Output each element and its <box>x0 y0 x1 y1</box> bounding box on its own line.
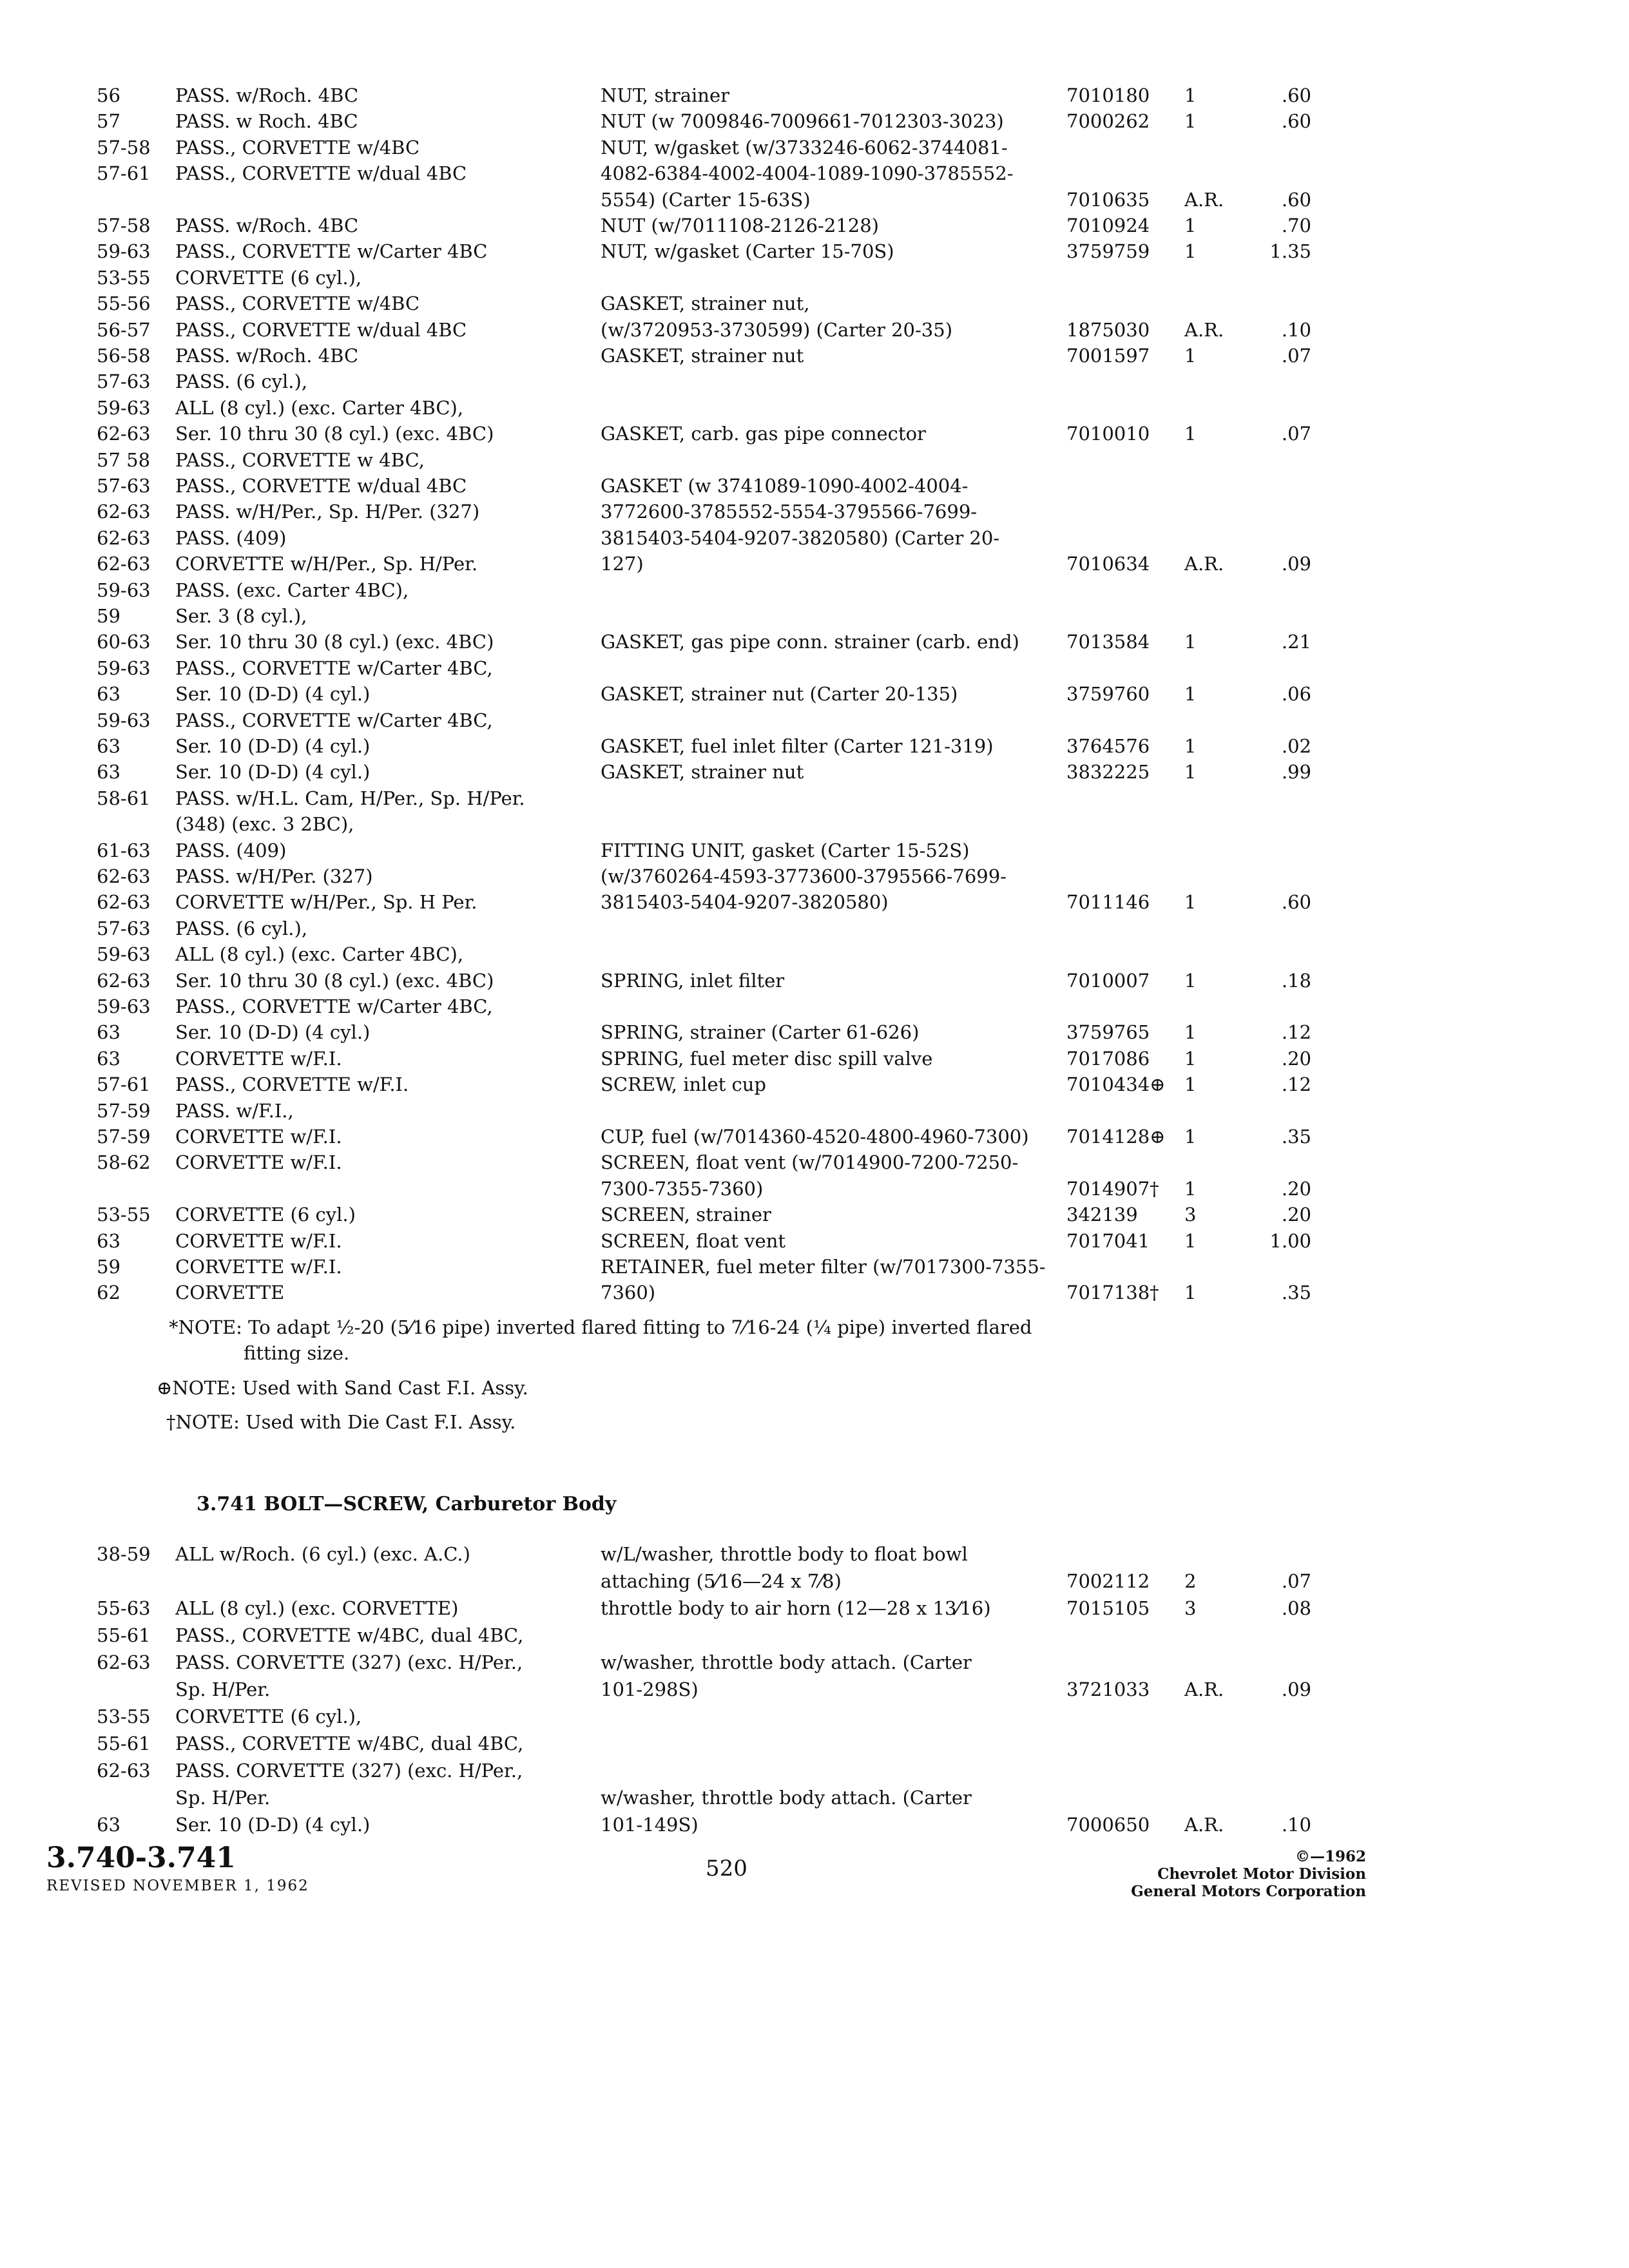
price-cell: .10 <box>1281 318 1311 341</box>
model-cell: PASS. (6 cyl.), <box>175 370 308 393</box>
table-row <box>0 916 1629 941</box>
description-cell: w/washer, throttle body attach. (Carter <box>601 1787 972 1809</box>
part-number-cell: 7010434⊕ <box>1066 1073 1166 1096</box>
model-cell: CORVETTE w/H/Per., Sp. H Per. <box>175 891 477 914</box>
table-row <box>0 1228 1629 1254</box>
model-cell: PASS., CORVETTE w/Carter 4BC, <box>175 995 493 1017</box>
table-row <box>0 473 1629 499</box>
model-cell: ALL (8 cyl.) (exc. CORVETTE) <box>175 1597 459 1619</box>
model-cell: PASS., CORVETTE w/Carter 4BC, <box>175 709 493 731</box>
quantity-cell: 1 <box>1184 891 1197 914</box>
table-row <box>0 525 1629 551</box>
year-cell: 63 <box>97 735 120 757</box>
model-cell: Ser. 10 (D-D) (4 cyl.) <box>175 1814 371 1836</box>
model-cell: Ser. 10 (D-D) (4 cyl.) <box>175 761 371 783</box>
price-cell: .35 <box>1281 1282 1311 1304</box>
part-number-cell: 7010007 <box>1066 969 1150 992</box>
part-number-cell: 7011146 <box>1066 891 1150 914</box>
price-cell: .08 <box>1281 1597 1311 1619</box>
footer-publisher <box>1083 1848 1366 1900</box>
table-row <box>0 82 1629 108</box>
part-number-cell: 342139 <box>1066 1204 1138 1226</box>
price-cell: .20 <box>1281 1177 1311 1200</box>
year-cell: 59-63 <box>97 709 151 731</box>
description-cell: SCREEN, float vent (w/7014900-7200-7250- <box>601 1151 1019 1174</box>
part-number-cell: 3759765 <box>1066 1021 1150 1044</box>
table-row <box>0 1046 1629 1072</box>
price-cell: 1.00 <box>1269 1229 1311 1252</box>
quantity-cell: A.R. <box>1184 553 1224 575</box>
model-cell: Ser. 10 thru 30 (8 cyl.) (exc. 4BC) <box>175 969 494 992</box>
model-cell: PASS., CORVETTE w/dual 4BC <box>175 475 467 497</box>
description-cell: w/washer, throttle body attach. (Carter <box>601 1651 972 1673</box>
model-cell: PASS. w/Roch. 4BC <box>175 345 359 367</box>
model-cell: CORVETTE w/F.I. <box>175 1047 342 1070</box>
table-row <box>0 655 1629 681</box>
footer-division: Chevrolet Motor Division <box>1157 1865 1366 1883</box>
model-cell: PASS., CORVETTE w/4BC <box>175 136 420 159</box>
description-cell: NUT (w/7011108-2126-2128) <box>601 215 879 236</box>
part-number-cell: 7014907† <box>1066 1177 1159 1200</box>
table-row <box>0 1677 1629 1702</box>
model-cell: PASS., CORVETTE w/4BC, dual 4BC, <box>175 1624 524 1646</box>
model-cell: PASS. w/H/Per. (327) <box>175 865 373 887</box>
year-cell: 59 <box>97 605 120 627</box>
footer-corporation: General Motors Corporation <box>1131 1883 1366 1900</box>
quantity-cell: 1 <box>1184 1073 1197 1096</box>
year-cell: 62-63 <box>97 423 151 445</box>
model-cell: Ser. 10 thru 30 (8 cyl.) (exc. 4BC) <box>175 423 494 445</box>
model-cell: PASS. w Roch. 4BC <box>175 110 358 133</box>
part-number-cell: 7002112 <box>1066 1570 1150 1592</box>
part-number-cell: 7010924 <box>1066 215 1150 236</box>
table-row <box>0 941 1629 967</box>
model-cell: PASS. (409) <box>175 839 287 861</box>
description-cell: 101-298S) <box>601 1678 699 1700</box>
table-row <box>0 1072 1629 1097</box>
year-cell: 55-61 <box>97 1624 151 1646</box>
quantity-cell: A.R. <box>1184 1678 1224 1700</box>
model-cell: PASS., CORVETTE w/Carter 4BC <box>175 240 488 263</box>
year-cell: 63 <box>97 761 120 783</box>
description-cell: 101-149S) <box>601 1814 699 1836</box>
description-cell: SCREEN, float vent <box>601 1229 786 1252</box>
note-adapter-cont: fitting size. <box>244 1342 350 1364</box>
table-row <box>0 1704 1629 1729</box>
part-number-cell: 3721033 <box>1066 1678 1150 1700</box>
model-cell: PASS. CORVETTE (327) (exc. H/Per., <box>175 1651 523 1673</box>
model-cell: PASS. w/H/Per., Sp. H/Per. (327) <box>175 501 480 523</box>
price-cell: 1.35 <box>1269 240 1311 263</box>
year-cell: 57-63 <box>97 370 151 393</box>
model-cell: CORVETTE w/F.I. <box>175 1126 342 1148</box>
part-number-cell: 3759760 <box>1066 683 1150 706</box>
price-cell: .09 <box>1281 553 1311 575</box>
table-row <box>0 968 1629 994</box>
model-cell: Ser. 10 (D-D) (4 cyl.) <box>175 735 371 757</box>
year-cell: 57-63 <box>97 475 151 497</box>
part-number-cell: 1875030 <box>1066 318 1150 341</box>
year-cell: 62-63 <box>97 891 151 914</box>
year-cell: 62-63 <box>97 865 151 887</box>
quantity-cell: 3 <box>1184 1204 1197 1226</box>
year-cell: 56-57 <box>97 318 151 341</box>
price-cell: .70 <box>1281 215 1311 236</box>
table-row <box>0 135 1629 160</box>
description-cell: 127) <box>601 553 644 575</box>
model-cell: Ser. 3 (8 cyl.), <box>175 605 307 627</box>
part-number-cell: 3759759 <box>1066 240 1150 263</box>
table-row <box>0 421 1629 447</box>
description-cell: GASKET (w 3741089-1090-4002-4004- <box>601 475 969 497</box>
table-row <box>0 447 1629 473</box>
table-row <box>0 603 1629 629</box>
model-cell: CORVETTE w/F.I. <box>175 1151 342 1174</box>
description-cell: RETAINER, fuel meter filter (w/7017300-7355- <box>601 1256 1046 1278</box>
year-cell: 58-61 <box>97 787 151 809</box>
quantity-cell: 1 <box>1184 683 1197 706</box>
year-cell: 58-62 <box>97 1151 151 1174</box>
model-cell: CORVETTE w/F.I. <box>175 1256 342 1278</box>
price-cell: .35 <box>1281 1126 1311 1148</box>
model-cell: PASS., CORVETTE w/F.I. <box>175 1073 409 1096</box>
table-row <box>0 291 1629 316</box>
year-cell: 57-58 <box>97 136 151 159</box>
year-cell: 62-63 <box>97 1760 151 1782</box>
year-cell: 59-63 <box>97 579 151 601</box>
description-cell: GASKET, gas pipe conn. strainer (carb. end) <box>601 631 1019 653</box>
table-row <box>0 238 1629 264</box>
year-cell: 62-63 <box>97 526 151 549</box>
year-cell: 57 <box>97 110 120 133</box>
model-cell: Ser. 10 (D-D) (4 cyl.) <box>175 683 371 706</box>
model-cell: PASS. (409) <box>175 526 287 549</box>
description-cell: (w/3720953-3730599) (Carter 20-35) <box>601 318 953 341</box>
quantity-cell: A.R. <box>1184 1814 1224 1836</box>
price-cell: .07 <box>1281 1570 1311 1592</box>
price-cell: .21 <box>1281 631 1311 653</box>
table-row <box>0 889 1629 915</box>
table-row <box>0 1124 1629 1149</box>
quantity-cell: 1 <box>1184 215 1197 236</box>
price-cell: .07 <box>1281 345 1311 367</box>
model-cell: CORVETTE (6 cyl.) <box>175 1204 356 1226</box>
description-cell: FITTING UNIT, gasket (Carter 15-52S) <box>601 839 970 861</box>
year-cell: 57-58 <box>97 215 151 236</box>
description-cell: (w/3760264-4593-3773600-3795566-7699- <box>601 865 1007 887</box>
table-row <box>0 838 1629 863</box>
quantity-cell: 1 <box>1184 240 1197 263</box>
quantity-cell: 1 <box>1184 761 1197 783</box>
price-cell: .18 <box>1281 969 1311 992</box>
quantity-cell: 1 <box>1184 631 1197 653</box>
price-cell: .12 <box>1281 1021 1311 1044</box>
description-cell: 3815403-5404-9207-3820580) (Carter 20- <box>601 526 1000 549</box>
description-cell: NUT (w 7009846-7009661-7012303-3023) <box>601 110 1004 133</box>
year-cell: 55-61 <box>97 1733 151 1754</box>
part-number-cell: 7010010 <box>1066 423 1150 445</box>
year-cell: 57-61 <box>97 1073 151 1096</box>
description-cell: 7300-7355-7360) <box>601 1177 764 1200</box>
table-row <box>0 317 1629 343</box>
part-number-cell: 7013584 <box>1066 631 1150 653</box>
description-cell: w/L/washer, throttle body to float bowl <box>601 1543 968 1565</box>
description-cell: 3815403-5404-9207-3820580) <box>601 891 889 914</box>
part-number-cell: 7015105 <box>1066 1597 1150 1619</box>
description-cell: GASKET, strainer nut (Carter 20-135) <box>601 683 958 706</box>
model-cell: PASS., CORVETTE w/4BC <box>175 293 420 315</box>
part-number-cell: 7010635 <box>1066 188 1150 211</box>
price-cell: .60 <box>1281 188 1311 211</box>
description-cell: SPRING, inlet filter <box>601 969 785 992</box>
description-cell: 4082-6384-4002-4004-1089-1090-3785552- <box>601 162 1014 185</box>
description-cell: GASKET, strainer nut <box>601 345 804 367</box>
model-cell: PASS., CORVETTE w/4BC, dual 4BC, <box>175 1733 524 1754</box>
description-cell: CUP, fuel (w/7014360-4520-4800-4960-7300) <box>601 1126 1029 1148</box>
price-cell: .60 <box>1281 84 1311 106</box>
table-row <box>0 707 1629 733</box>
year-cell: 57-61 <box>97 162 151 185</box>
footer-revised-date: REVISED NOVEMBER 1, 1962 <box>46 1878 309 1894</box>
model-cell: (348) (exc. 3 2BC), <box>175 813 354 836</box>
table-row <box>0 1176 1629 1202</box>
price-cell: .09 <box>1281 1678 1311 1700</box>
model-cell: Ser. 10 thru 30 (8 cyl.) (exc. 4BC) <box>175 631 494 653</box>
year-cell: 59-63 <box>97 657 151 679</box>
description-cell: NUT, w/gasket (Carter 15-70S) <box>601 240 894 263</box>
table-row <box>0 1280 1629 1305</box>
table-row <box>0 1731 1629 1756</box>
model-cell: CORVETTE (6 cyl.), <box>175 266 362 289</box>
year-cell: 57-59 <box>97 1126 151 1148</box>
year-cell: 56 <box>97 84 120 106</box>
quantity-cell: 1 <box>1184 1021 1197 1044</box>
table-row <box>0 759 1629 785</box>
year-cell: 59-63 <box>97 396 151 419</box>
year-cell: 55-63 <box>97 1597 151 1619</box>
section-title-3741: 3.741 BOLT—SCREW, Carburetor Body <box>197 1493 617 1515</box>
part-number-cell: 7014128⊕ <box>1066 1126 1166 1148</box>
table-row <box>0 629 1629 655</box>
part-number-cell: 7000262 <box>1066 110 1150 133</box>
year-cell: 59-63 <box>97 943 151 966</box>
table-row <box>0 213 1629 238</box>
table-row <box>0 1758 1629 1783</box>
model-cell: CORVETTE <box>175 1282 285 1304</box>
price-cell: .07 <box>1281 423 1311 445</box>
part-number-cell: 3832225 <box>1066 761 1150 783</box>
description-cell: GASKET, carb. gas pipe connector <box>601 423 926 445</box>
year-cell: 62-63 <box>97 501 151 523</box>
price-cell: .60 <box>1281 891 1311 914</box>
year-cell: 60-63 <box>97 631 151 653</box>
model-cell: PASS., CORVETTE w/dual 4BC <box>175 162 467 185</box>
quantity-cell: 1 <box>1184 969 1197 992</box>
description-cell: SCREEN, strainer <box>601 1204 771 1226</box>
model-cell: PASS. (6 cyl.), <box>175 917 308 939</box>
description-cell: SPRING, strainer (Carter 61-626) <box>601 1021 920 1044</box>
part-number-cell: 7017041 <box>1066 1229 1150 1252</box>
table-row <box>0 1649 1629 1675</box>
table-row <box>0 681 1629 707</box>
model-cell: PASS., CORVETTE w/Carter 4BC, <box>175 657 493 679</box>
description-cell: 5554) (Carter 15-63S) <box>601 188 811 211</box>
model-cell: Ser. 10 (D-D) (4 cyl.) <box>175 1021 371 1044</box>
part-number-cell: 7001597 <box>1066 345 1150 367</box>
quantity-cell: 3 <box>1184 1597 1197 1619</box>
description-cell: SPRING, fuel meter disc spill valve <box>601 1047 933 1070</box>
description-cell: NUT, strainer <box>601 84 729 106</box>
model-cell: CORVETTE w/F.I. <box>175 1229 342 1252</box>
year-cell: 63 <box>97 1229 120 1252</box>
model-cell: PASS. (exc. Carter 4BC), <box>175 579 409 601</box>
year-cell: 59-63 <box>97 240 151 263</box>
table-row <box>0 395 1629 421</box>
footer-copyright: ©—1962 <box>1295 1848 1366 1865</box>
part-number-cell: 7017086 <box>1066 1047 1150 1070</box>
description-cell: 3772600-3785552-5554-3795566-7699- <box>601 501 978 523</box>
quantity-cell: 1 <box>1184 1229 1197 1252</box>
model-cell: CORVETTE (6 cyl.), <box>175 1706 362 1727</box>
description-cell: throttle body to air horn (12—28 x 13⁄16) <box>601 1597 991 1619</box>
model-cell: PASS. CORVETTE (327) (exc. H/Per., <box>175 1760 523 1782</box>
year-cell: 57 58 <box>97 448 151 471</box>
quantity-cell: A.R. <box>1184 318 1224 341</box>
price-cell: .20 <box>1281 1047 1311 1070</box>
model-cell: PASS., CORVETTE w 4BC, <box>175 448 425 471</box>
note-die-cast: †NOTE: Used with Die Cast F.I. Assy. <box>166 1411 516 1433</box>
model-cell: PASS. w/Roch. 4BC <box>175 84 359 106</box>
model-cell: CORVETTE w/H/Per., Sp. H/Per. <box>175 553 478 575</box>
year-cell: 56-58 <box>97 345 151 367</box>
quantity-cell: 1 <box>1184 110 1197 133</box>
table-row <box>0 733 1629 759</box>
quantity-cell: 2 <box>1184 1570 1197 1592</box>
year-cell: 62-63 <box>97 1651 151 1673</box>
note-adapter: *NOTE: To adapt ½-20 (5⁄16 pipe) inverted flared fitting to 7⁄16-24 (¼ pipe) inverted flared <box>169 1316 1032 1338</box>
part-number-cell: 7010180 <box>1066 84 1150 106</box>
quantity-cell: 1 <box>1184 1047 1197 1070</box>
model-cell: PASS., CORVETTE w/dual 4BC <box>175 318 467 341</box>
description-cell: SCREW, inlet cup <box>601 1073 766 1096</box>
price-cell: .10 <box>1281 1814 1311 1836</box>
description-cell: NUT, w/gasket (w/3733246-6062-3744081- <box>601 136 1008 159</box>
table-row <box>0 863 1629 889</box>
table-row <box>0 1254 1629 1280</box>
description-cell: attaching (5⁄16—24 x 7⁄8) <box>601 1570 842 1592</box>
price-cell: .20 <box>1281 1204 1311 1226</box>
quantity-cell: 1 <box>1184 84 1197 106</box>
table-row <box>0 577 1629 603</box>
year-cell: 57-59 <box>97 1099 151 1122</box>
year-cell: 59 <box>97 1256 120 1278</box>
quantity-cell: 1 <box>1184 1126 1197 1148</box>
year-cell: 63 <box>97 1047 120 1070</box>
part-number-cell: 7000650 <box>1066 1814 1150 1836</box>
year-cell: 63 <box>97 1814 120 1836</box>
description-cell: GASKET, strainer nut, <box>601 293 810 315</box>
table-row <box>0 187 1629 213</box>
year-cell: 53-55 <box>97 266 151 289</box>
note-sand-cast: ⊕NOTE: Used with Sand Cast F.I. Assy. <box>157 1377 528 1399</box>
year-cell: 53-55 <box>97 1204 151 1226</box>
table-row <box>0 1202 1629 1227</box>
year-cell: 38-59 <box>97 1543 151 1565</box>
table-row <box>0 551 1629 577</box>
table-row <box>0 1785 1629 1811</box>
year-cell: 62-63 <box>97 969 151 992</box>
price-cell: .06 <box>1281 683 1311 706</box>
part-number-cell: 7010634 <box>1066 553 1150 575</box>
table-row <box>0 369 1629 394</box>
quantity-cell: A.R. <box>1184 188 1224 211</box>
table-row <box>0 811 1629 837</box>
year-cell: 53-55 <box>97 1706 151 1727</box>
model-cell: PASS. w/Roch. 4BC <box>175 215 359 236</box>
page-number: 520 <box>706 1856 747 1881</box>
table-row <box>0 265 1629 291</box>
description-cell: 7360) <box>601 1282 656 1304</box>
table-row <box>0 1019 1629 1045</box>
model-cell: ALL w/Roch. (6 cyl.) (exc. A.C.) <box>175 1543 470 1565</box>
quantity-cell: 1 <box>1184 1282 1197 1304</box>
year-cell: 63 <box>97 683 120 706</box>
model-cell: Sp. H/Per. <box>175 1787 271 1809</box>
table-row <box>0 1595 1629 1621</box>
footer-section-range: 3.740-3.741 <box>46 1841 236 1874</box>
part-number-cell: 3764576 <box>1066 735 1150 757</box>
table-row <box>0 1622 1629 1648</box>
table-row <box>0 785 1629 811</box>
year-cell: 63 <box>97 1021 120 1044</box>
table-row <box>0 160 1629 186</box>
model-cell: ALL (8 cyl.) (exc. Carter 4BC), <box>175 396 464 419</box>
quantity-cell: 1 <box>1184 735 1197 757</box>
table-row <box>0 1541 1629 1567</box>
model-cell: Sp. H/Per. <box>175 1678 271 1700</box>
model-cell: PASS. w/H.L. Cam, H/Per., Sp. H/Per. <box>175 787 525 809</box>
model-cell: PASS. w/F.I., <box>175 1099 294 1122</box>
table-row <box>0 343 1629 369</box>
quantity-cell: 1 <box>1184 1177 1197 1200</box>
quantity-cell: 1 <box>1184 345 1197 367</box>
table-row <box>0 499 1629 524</box>
table-row <box>0 1812 1629 1838</box>
description-cell: GASKET, fuel inlet filter (Carter 121-319) <box>601 735 994 757</box>
table-row <box>0 108 1629 134</box>
price-cell: .60 <box>1281 110 1311 133</box>
year-cell: 61-63 <box>97 839 151 861</box>
price-cell: .99 <box>1281 761 1311 783</box>
year-cell: 62-63 <box>97 553 151 575</box>
table-row <box>0 1098 1629 1124</box>
price-cell: .12 <box>1281 1073 1311 1096</box>
model-cell: ALL (8 cyl.) (exc. Carter 4BC), <box>175 943 464 966</box>
year-cell: 62 <box>97 1282 120 1304</box>
table-row <box>0 994 1629 1019</box>
quantity-cell: 1 <box>1184 423 1197 445</box>
table-row <box>0 1568 1629 1594</box>
year-cell: 57-63 <box>97 917 151 939</box>
table-row <box>0 1149 1629 1175</box>
description-cell: GASKET, strainer nut <box>601 761 804 783</box>
price-cell: .02 <box>1281 735 1311 757</box>
year-cell: 59-63 <box>97 995 151 1017</box>
year-cell: 55-56 <box>97 293 151 315</box>
part-number-cell: 7017138† <box>1066 1282 1159 1304</box>
